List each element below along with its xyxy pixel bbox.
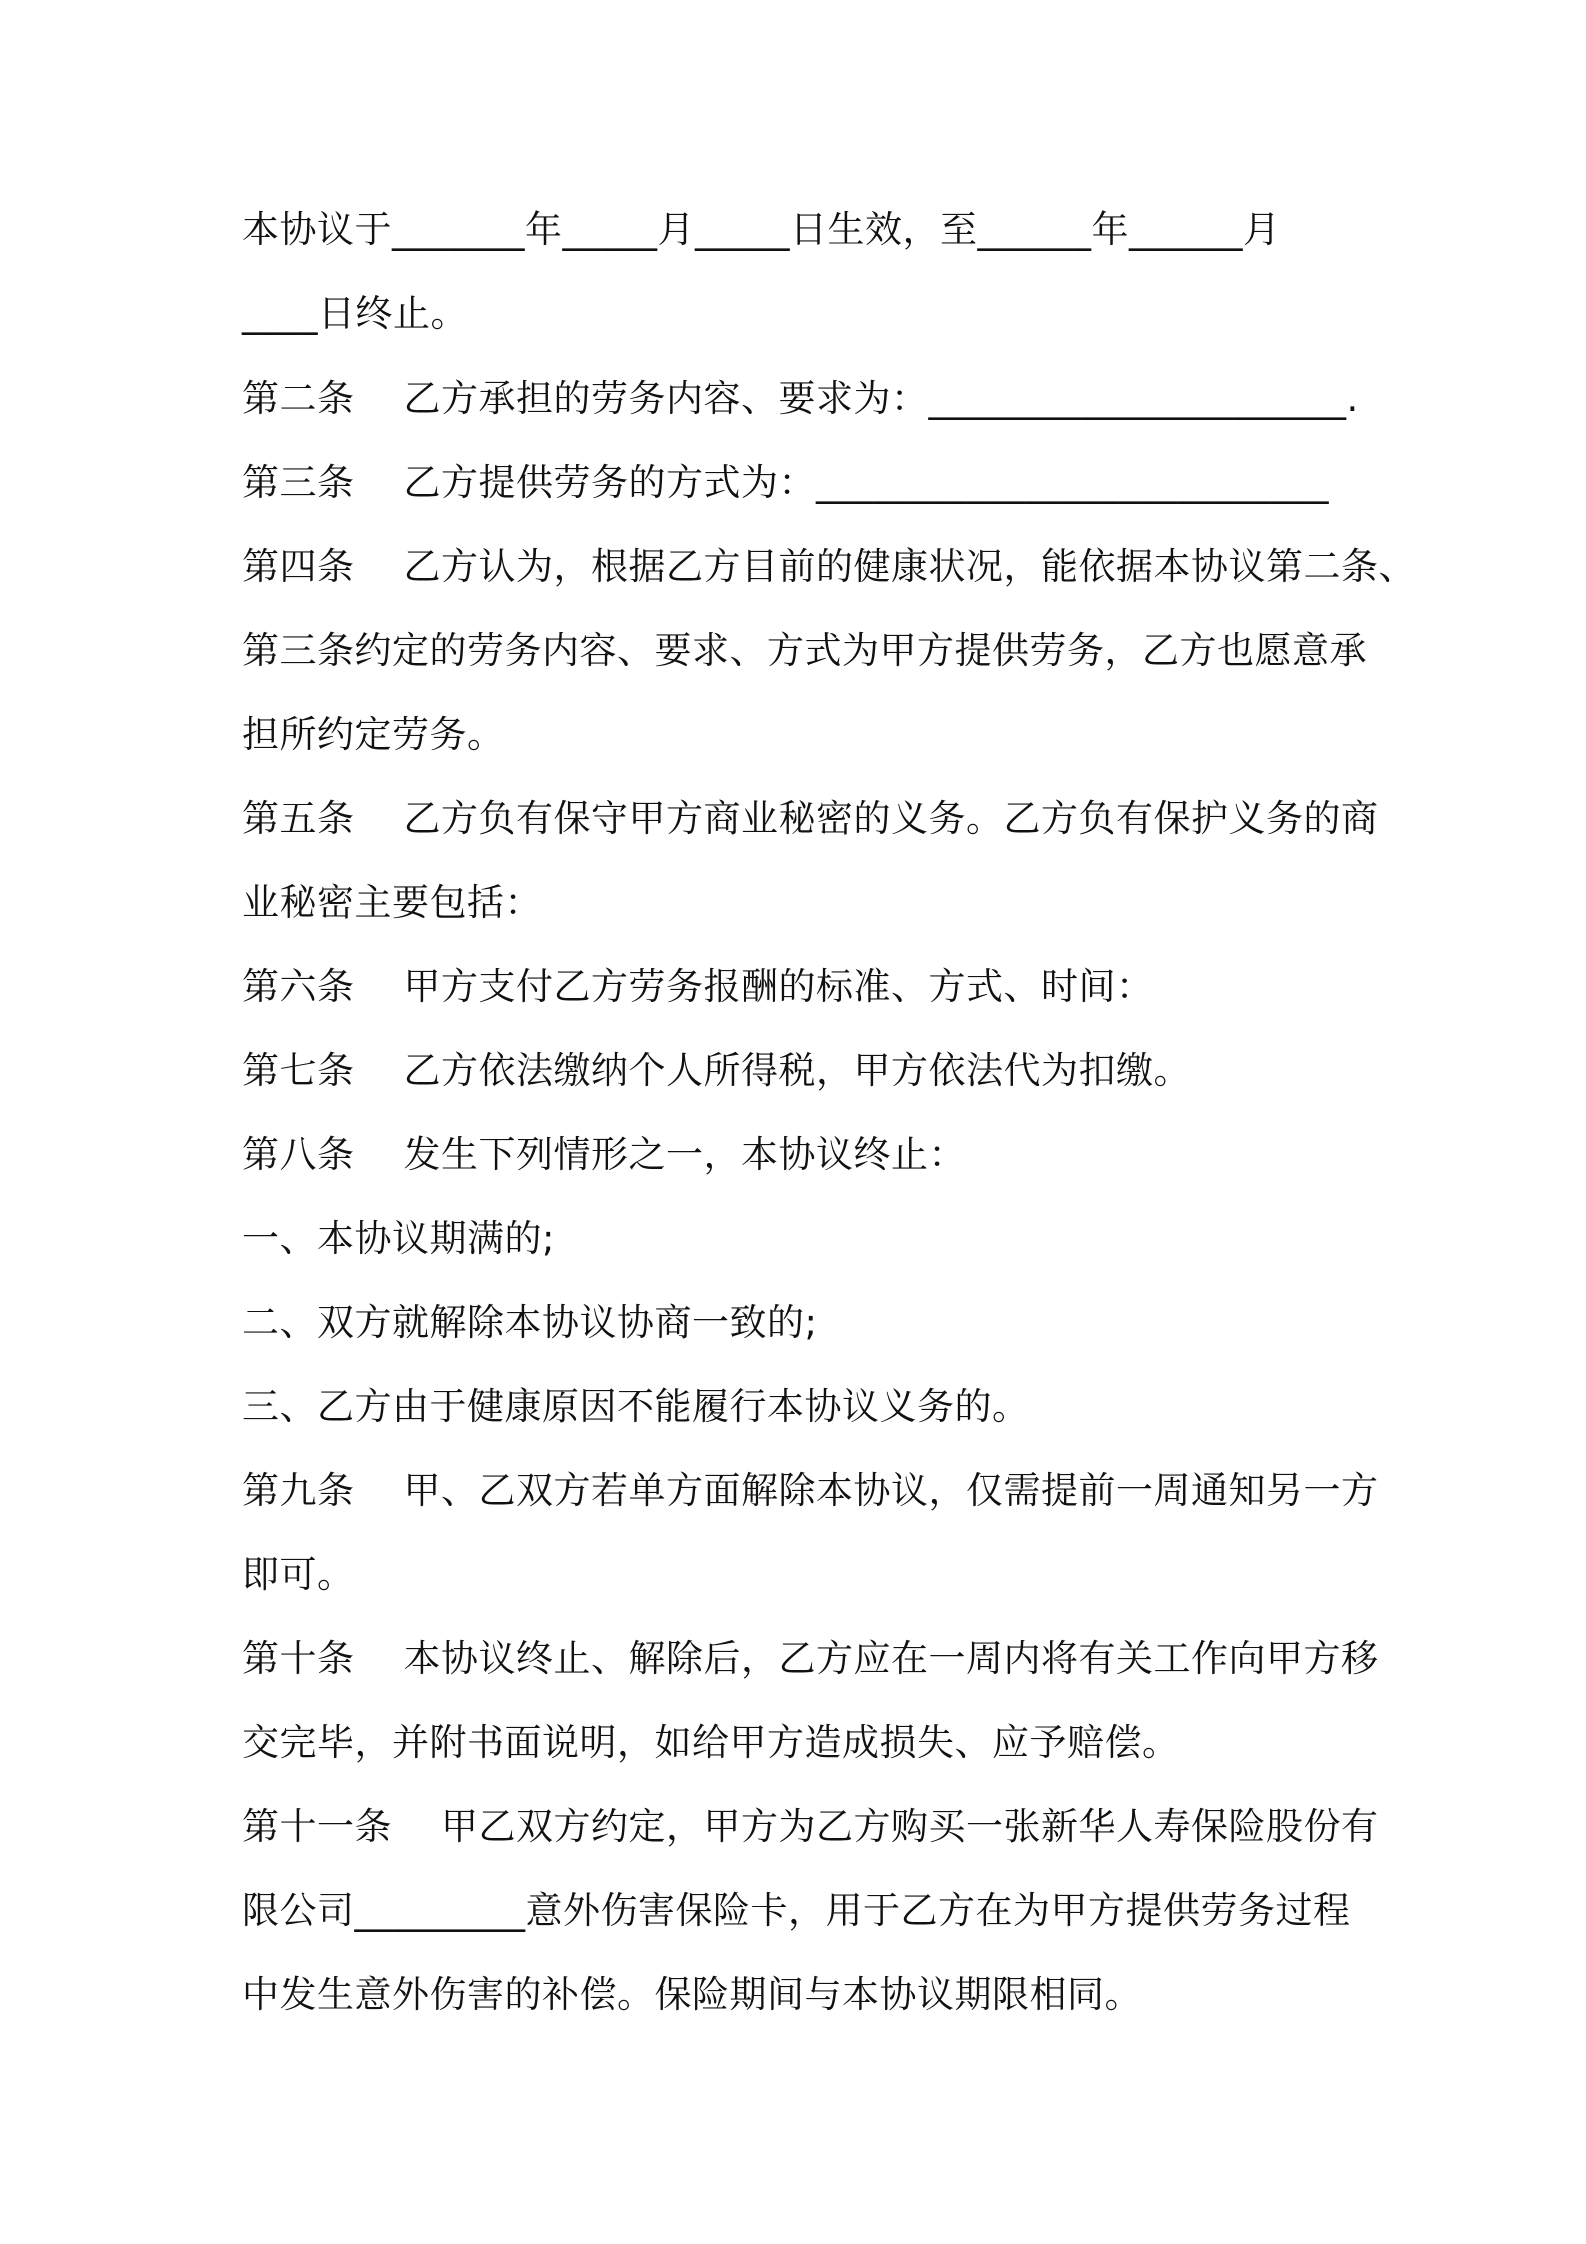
clause-8-item-1: 一、本协议期满的;	[242, 1217, 555, 1260]
clause-11-line-1: 第十一条 甲乙双方约定，甲方为乙方购买一张新华人寿保险股份有	[242, 1805, 1379, 1848]
clause-2: 第二条 乙方承担的劳务内容、要求为：______________________.	[242, 377, 1359, 420]
clause-10-line-1: 第十条 本协议终止、解除后，乙方应在一周内将有关工作向甲方移	[242, 1637, 1379, 1680]
clause-4-line-2: 第三条约定的劳务内容、要求、方式为甲方提供劳务，乙方也愿意承	[242, 629, 1367, 672]
clause-termination-date: ____日终止。	[242, 292, 468, 335]
clause-8-item-2: 二、双方就解除本协议协商一致的;	[242, 1301, 818, 1344]
clause-effective-dates: 本协议于_______年_____月_____日生效，至______年______月	[242, 208, 1281, 251]
clause-3: 第三条 乙方提供劳务的方式为：___________________________	[242, 461, 1330, 504]
clause-5-line-2: 业秘密主要包括：	[242, 881, 542, 924]
clause-11-line-3: 中发生意外伤害的补偿。保险期间与本协议期限相同。	[242, 1973, 1142, 2016]
clause-9-line-1: 第九条 甲、乙双方若单方面解除本协议，仅需提前一周通知另一方	[242, 1469, 1379, 1512]
clause-8-item-3: 三、乙方由于健康原因不能履行本协议义务的。	[242, 1385, 1030, 1428]
clause-6: 第六条 甲方支付乙方劳务报酬的标准、方式、时间：	[242, 965, 1154, 1008]
clause-4-line-3: 担所约定劳务。	[242, 713, 505, 756]
clause-7: 第七条 乙方依法缴纳个人所得税，甲方依法代为扣缴。	[242, 1049, 1192, 1092]
clause-5-line-1: 第五条 乙方负有保守甲方商业秘密的义务。乙方负有保护义务的商	[242, 797, 1379, 840]
clause-4-line-1: 第四条 乙方认为，根据乙方目前的健康状况，能依据本协议第二条、	[242, 545, 1417, 588]
clause-8: 第八条 发生下列情形之一，本协议终止：	[242, 1133, 967, 1176]
clause-9-line-2: 即可。	[242, 1553, 355, 1596]
clause-10-line-2: 交完毕，并附书面说明，如给甲方造成损失、应予赔偿。	[242, 1721, 1180, 1764]
clause-11-line-2: 限公司_________意外伤害保险卡，用于乙方在为甲方提供劳务过程	[242, 1889, 1351, 1932]
